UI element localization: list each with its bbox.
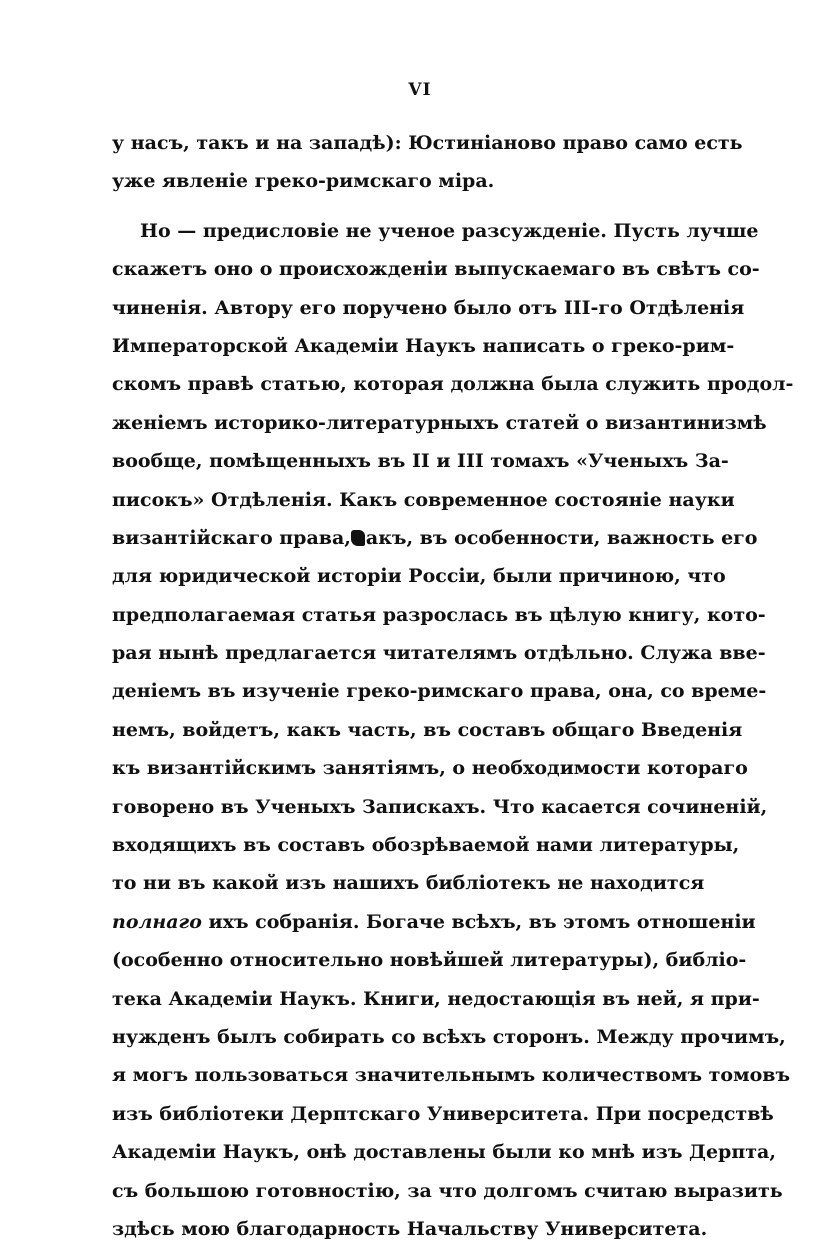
text-line: скомъ правѣ статью, которая должна была служить продол- [112, 373, 794, 396]
text-line: чиненія. Автору его поручено было отъ III-го Отдѣленія [112, 296, 745, 319]
text-line: скажетъ оно о происхожденіи выпускаемаго въ свѣтъ со- [112, 258, 760, 281]
text-line: (особенно относительно новѣйшей литературы), библіо- [112, 949, 747, 972]
text-line: писокъ» Отдѣленія. Какъ современное состояніе науки [112, 488, 735, 511]
text-line: у насъ, такъ и на западѣ): Юстиніаново право само есть [112, 132, 743, 154]
italic-word: полнаго [112, 910, 202, 933]
text-line: изъ библіотеки Дерптскаго Университета. При посредствѣ [112, 1102, 774, 1125]
text-line: вообще, помѣщенныхъ въ II и III томахъ «Ученыхъ За- [112, 450, 729, 473]
text-line-end: акъ, въ особенности, важность его [351, 519, 758, 557]
text-line-start: византійскаго права, [112, 526, 351, 549]
text-line: съ большою готовностію, за что долгомъ считаю выразить [112, 1179, 783, 1202]
text-line: немъ, войдетъ, какъ часть, въ составъ общаго Введенія [112, 718, 743, 741]
text-line: предполагаемая статья разрослась въ цѣлую книгу, кото- [112, 603, 766, 626]
text-line-with-italic [112, 903, 756, 941]
text-line: Императорской Академіи Наукъ написать о греко-рим- [112, 334, 735, 357]
text-line-rest: ихъ собранія. Богаче всѣхъ, въ этомъ отношеніи [201, 910, 756, 933]
body-text [112, 124, 794, 1248]
text-line: Академіи Наукъ, онѣ доставлены были ко мнѣ изъ Дерпта, [112, 1141, 776, 1164]
text-line: говорено въ Ученыхъ Запискахъ. Что касается сочиненій, [112, 795, 768, 818]
text-line: уже явленіе греко-римскаго міра. [112, 170, 495, 193]
ink-blot-mark [351, 530, 365, 546]
text-line: я могъ пользоваться значительнымъ количествомъ томовъ [112, 1064, 791, 1087]
text-line: для юридической исторіи Россіи, были причиною, что [112, 565, 726, 588]
text-line-with-ink-blot [112, 519, 758, 557]
text-line: женіемъ историко-литературныхъ статей о византинизмѣ [112, 411, 767, 434]
page-number: VI [408, 80, 432, 100]
text-line: то ни въ какой изъ нашихъ библіотекъ не находится [112, 872, 705, 895]
text-line: здѣсь мою благодарность Начальству Университета. [112, 1217, 708, 1240]
text-line: тека Академіи Наукъ. Книги, недостающія въ ней, я при- [112, 987, 760, 1010]
text-line: входящихъ въ составъ обозрѣваемой нами литературы, [112, 834, 740, 857]
text-line: деніемъ въ изученіе греко-римскаго права, она, со време- [112, 680, 767, 703]
text-line: нужденъ былъ собирать со всѣхъ сторонъ. Между прочимъ, [112, 1025, 786, 1048]
text-line: къ византійскимъ занятіямъ, о необходимости котораго [112, 757, 748, 780]
text-line: рая нынѣ предлагается читателямъ отдѣльно. Служа вве- [112, 642, 766, 665]
text-line: Но — предисловіе не ученое разсужденіе. Пусть лучше [140, 219, 759, 242]
